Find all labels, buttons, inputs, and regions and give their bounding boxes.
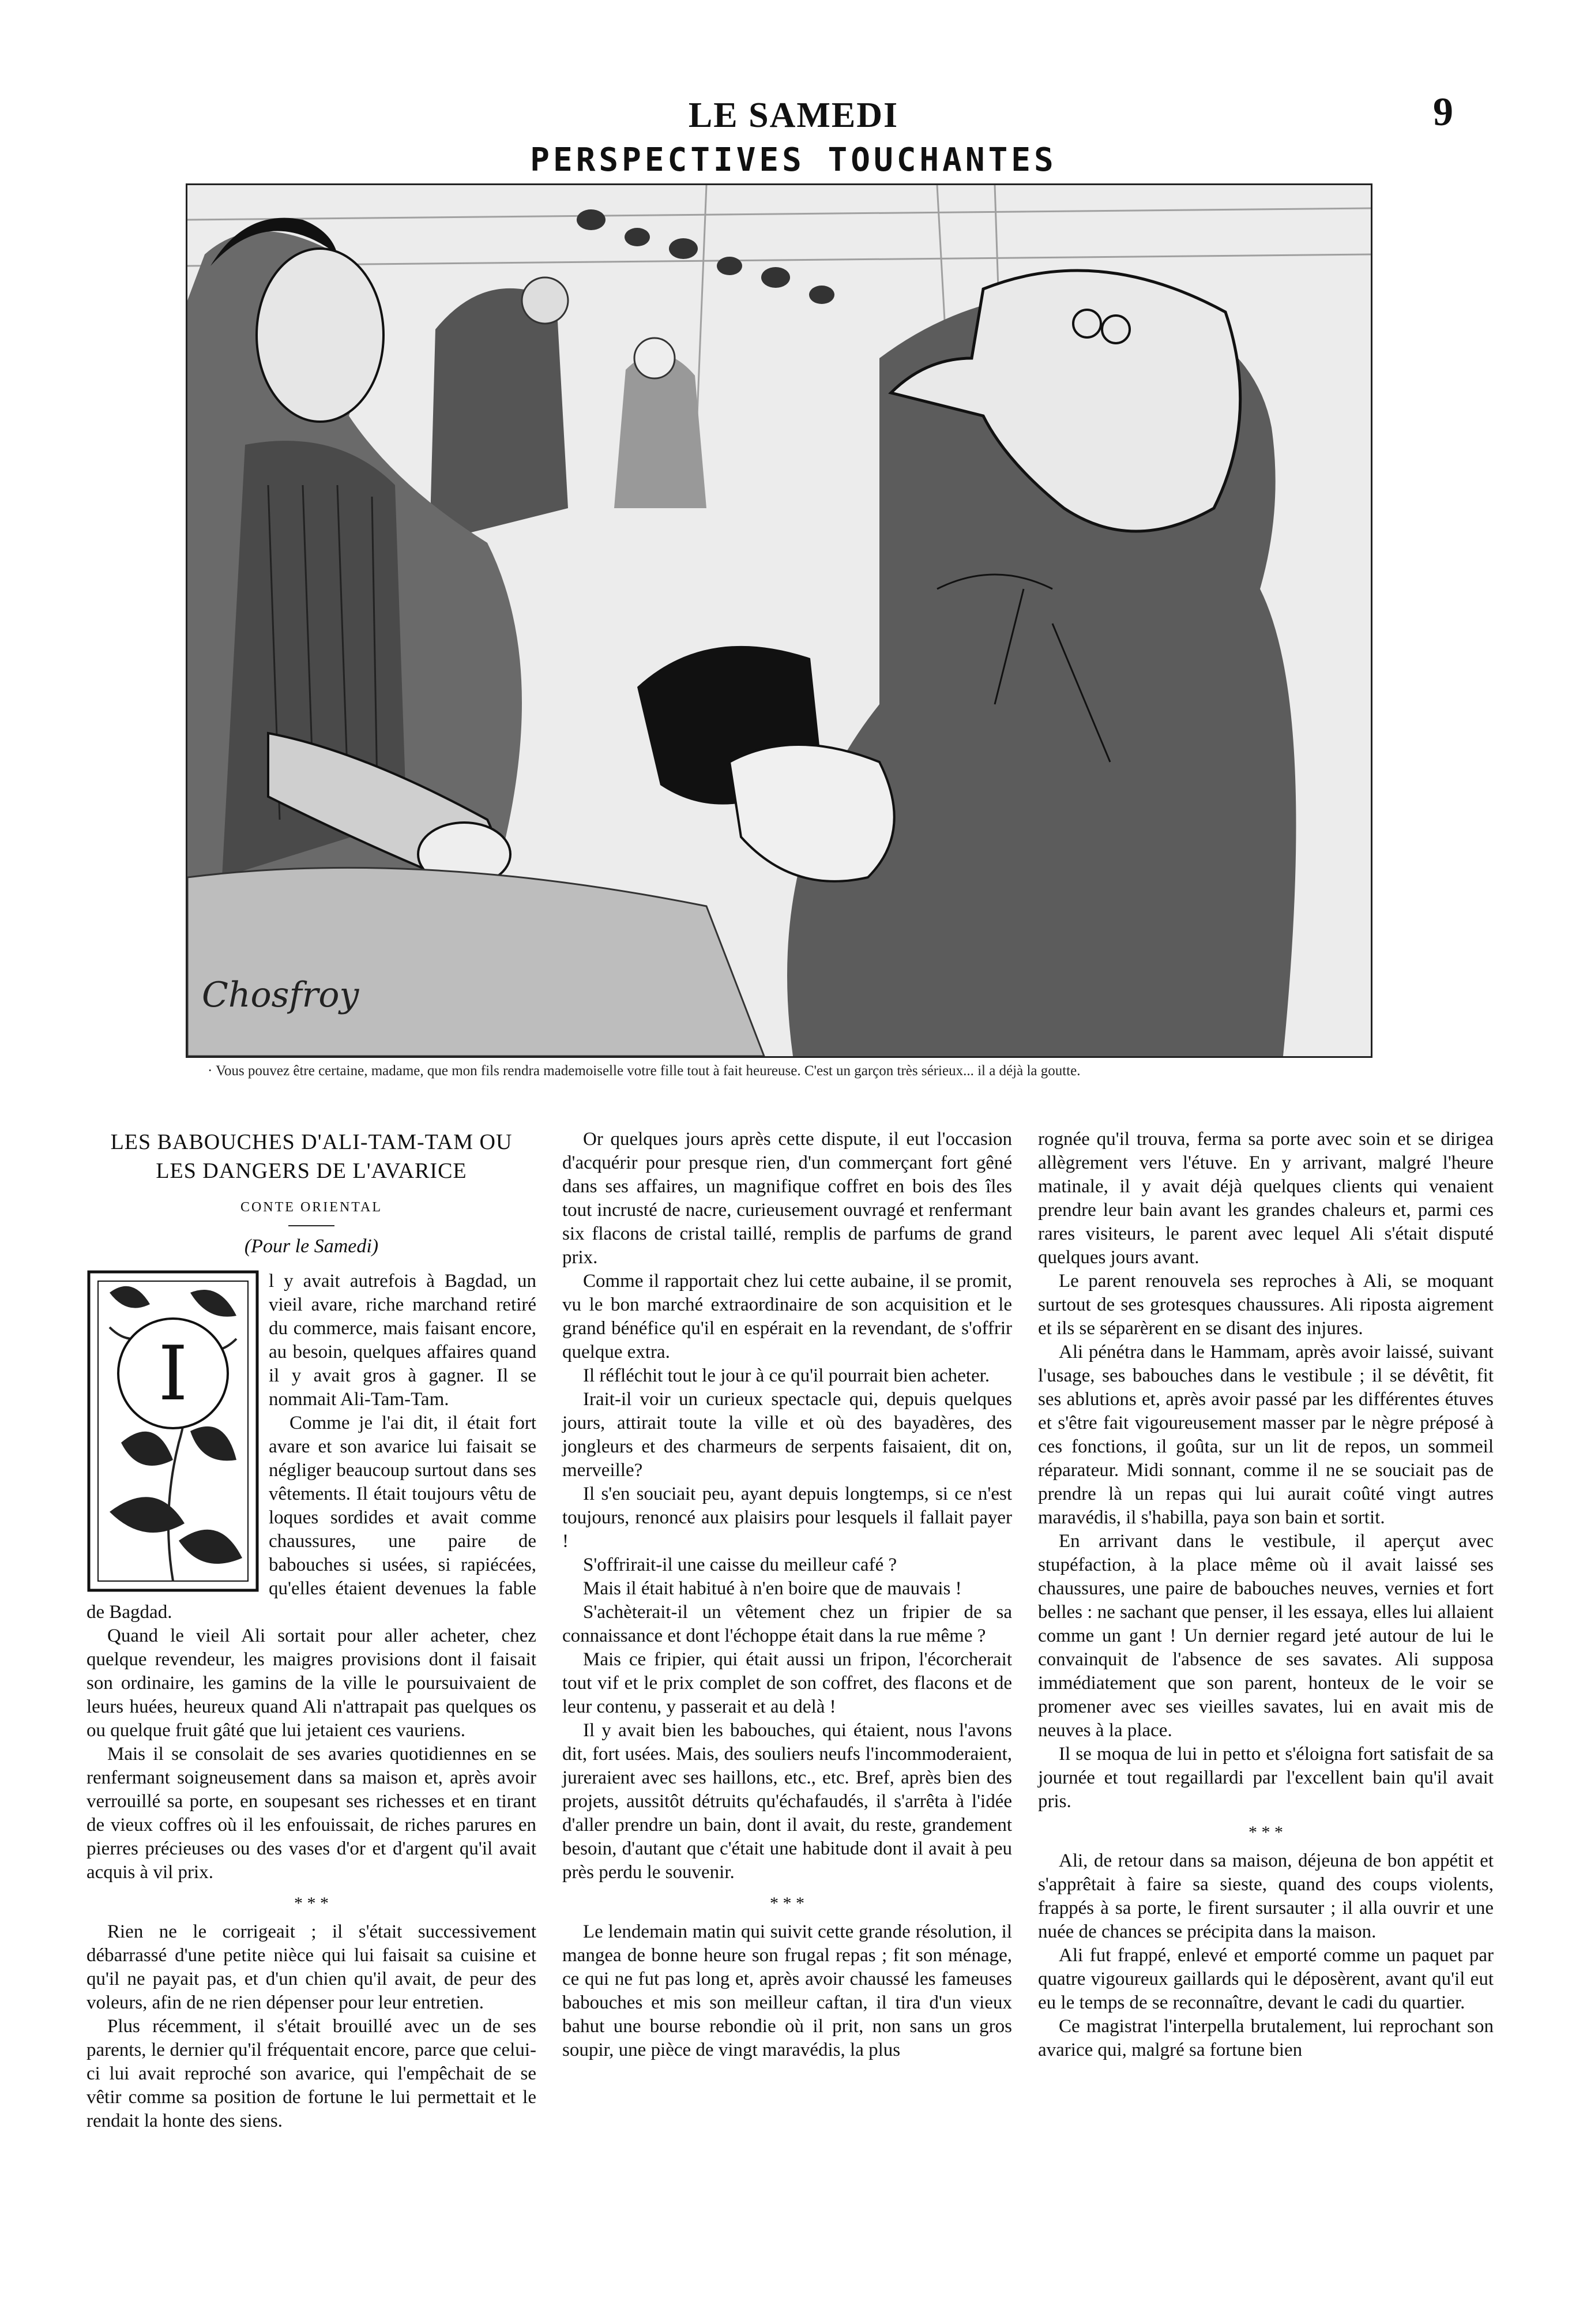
- paragraph: Irait-il voir un curieux spectacle qui, depuis quelques jours, attirait toute la ville et où des bayadères, des jongleurs et des charmeurs de serpents faisaient, dit on, merveille?: [562, 1389, 1012, 1481]
- artist-signature: Chosfroy: [202, 975, 359, 1015]
- paragraph: Mais ce fripier, qui était aussi un fripon, l'écorcherait tout vif et le prix complet de son coffret, des flacons et de leur contenu, y passerait et au delà !: [562, 1649, 1012, 1717]
- paragraph: Ali, de retour dans sa maison, déjeuna de bon appétit et s'apprêtait à faire sa sieste, quand des coups violents, frappés à sa porte, le firent sursauter ; il alla ouvrir et une nuée de chances se précipita dans la maison.: [1038, 1850, 1494, 1942]
- article-title: [87, 1128, 536, 1185]
- paragraph: Le parent renouvela ses reproches à Ali, se moquant surtout de ses grotesques chaussures. Ali riposta aigrement et ils se séparèrent en se disant des injures.: [1038, 1271, 1494, 1339]
- paragraph: Il s'en souciait peu, ayant depuis longtemps, si ce n'est toujours, renoncé aux plaisirs pour lesquels il fallait payer !: [562, 1484, 1012, 1552]
- paragraph: Le lendemain matin qui suivit cette grande résolution, il mangea de bonne heure son frugal repas ; fit son ménage, ce qui ne fut pas long et, après avoir chaussé les fameuses babouches et mis son meilleur caftan, il tira d'un vieux bahut une bourse rebondie où il prit, non sans un gros soupir, une pièce de vingt maravédis, la plus: [562, 1921, 1012, 2060]
- paragraph: Il se moqua de lui in petto et s'éloigna fort satisfait de sa journée et tout regaillardi par l'excellent bain qu'il avait pris.: [1038, 1744, 1494, 1812]
- illustration-title: PERSPECTIVES TOUCHANTES: [530, 141, 1057, 179]
- divider: [288, 1225, 334, 1226]
- paragraph: rognée qu'il trouva, ferma sa porte avec soin et se dirigea allègrement vers l'étuve. En y arrivant, malgré l'heure matinale, il y avait déjà quelques clients qui venaient prendre leur bain avant les grandes chaleurs et, parmi ces rares visiteurs, le parent avec lequel Ali s'était disputé quelques jours avant.: [1038, 1129, 1494, 1268]
- section-separator: * * *: [1248, 1823, 1283, 1842]
- illustration-engraving: [186, 183, 1372, 1058]
- article-column-1: [87, 1128, 536, 2133]
- paragraph: S'achèterait-il un vêtement chez un fripier de sa connaissance et dont l'échoppe était dans la rue même ?: [562, 1602, 1012, 1646]
- paragraph: Ce magistrat l'interpella brutalement, lui reprochant son avarice qui, malgré sa fortune bien: [1038, 2016, 1494, 2060]
- paragraph: l y avait autrefois à Bagdad, un vieil avare, riche marchand retiré du commerce, mais faisant encore, au besoin, quelques affaires quand il y avait gros à gagner. Il se nommait Ali-Tam-Tam.: [269, 1271, 536, 1410]
- dropcap-ornament-icon: [87, 1270, 260, 1593]
- paragraph: Quand le vieil Ali sortait pour aller acheter, chez quelque revendeur, les maigres provisions dont il faisait son ordinaire, les gamins de la ville le poursuivaient de leurs huées, heureux quand Ali n'attrapait pas quelques os ou quelque fruit gâté que lui jetaient ces vauriens.: [87, 1625, 536, 1741]
- paragraph: Il y avait bien les babouches, qui étaient, nous l'avons dit, fort usées. Mais, des souliers neufs l'incommoderaient, jureraient avec ses haillons, etc., etc. Bref, après bien des projets, aussitôt détruits qu'échafaudés, il s'arrêta à l'idée d'aller prendre un bain, dont il avait, du reste, grandement besoin, d'autant que c'était une habitude dont il avait à peu près perdu le souvenir.: [562, 1720, 1012, 1883]
- section-separator: * * *: [294, 1894, 329, 1913]
- article-genre: CONTE ORIENTAL: [240, 1200, 383, 1215]
- paragraph: Mais il était habitué à n'en boire que de mauvais !: [583, 1578, 962, 1599]
- engraving-drawing: [187, 185, 1371, 1056]
- paragraph: En arrivant dans le vestibule, il aperçut avec stupéfaction, à la place même où il avait laissé ses chaussures, une paire de babouches neuves, vernies et fort belles : ne sachant que penser, il les essaya, elles lui allaient comme un gant ! Un dernier regard jeté autour de lui le convainquit de l'absence de ses savates. Ali supposa immédiatement que son parent, honteux de le voir se promener avec ses vieilles savates, lui en avait mis de neuves à la place.: [1038, 1531, 1494, 1741]
- paragraph: Plus récemment, il s'était brouillé avec un de ses parents, le dernier qu'il fréquentait encore, parce que celui-ci lui avait reproché son avarice, qui l'empêchait de se vêtir comme sa position de fortune le lui permettait et le rendait la honte des siens.: [87, 2016, 536, 2131]
- page-number: 9: [1433, 90, 1453, 134]
- ornamental-dropcap: [87, 1270, 260, 1593]
- paragraph: Ali pénétra dans le Hammam, après avoir laissé, suivant l'usage, ses babouches dans le vestibule ; il se dévêtit, fit ses ablutions et, après avoir passé par les différentes étuves et s'être fait vigoureusement masser par le nègre préposé à ces fonctions, il goûta, sur un lit de repos, un sommeil réparateur. Midi sonnant, comme il ne se souciait pas de prendre là un repas qui lui aurait coûté vingt autres maravédis, il s'habilla, paya son bain et sortit.: [1038, 1342, 1494, 1528]
- article-credit: (Pour le Samedi): [244, 1236, 379, 1257]
- section-separator: * * *: [770, 1894, 804, 1913]
- paragraph: Comme je l'ai dit, il était fort avare et son avarice lui faisait se négliger beaucoup surtout dans ses vêtements. Il était toujours vêtu de loques sordides et avait comme chaussures, une paire de babouches si usées, si rapiécées, qu'elles étaient devenues la fable de Bagdad.: [87, 1413, 536, 1623]
- paragraph: Mais il se consolait de ses avaries quotidiennes en se renfermant soigneusement dans sa maison et, après avoir verrouillé sa porte, en soupesant ses richesses et en tirant de vieux coffres où il les enfouissait, de riches parures en pierres précieuses ou des vases d'or et d'argent qu'il avait acquis à vil prix.: [87, 1744, 536, 1883]
- article-title-line-2: LES DANGERS DE L'AVARICE: [156, 1159, 467, 1183]
- paragraph: Or quelques jours après cette dispute, il eut l'occasion d'acquérir pour presque rien, d'un commerçant fort gêné dans ses affaires, un magnifique coffret en bois des îles tout incrusté de nacre, curieusement ouvragé et renfermant six flacons de cristal taillé, remplis de parfums de grand prix.: [562, 1129, 1012, 1268]
- paragraph: Ali fut frappé, enlevé et emporté comme un paquet par quatre vigoureux gaillards qui le déposèrent, avant qu'il eut eu le temps de se reconnaître, devant le cadi du quartier.: [1038, 1945, 1494, 2013]
- article-column-2: [562, 1128, 1012, 2062]
- article-title-line-1: LES BABOUCHES D'ALI-TAM-TAM OU: [110, 1130, 513, 1154]
- paragraph: S'offrirait-il une caisse du meilleur café ?: [583, 1555, 897, 1575]
- paragraph: Rien ne le corrigeait ; il s'était successivement débarrassé d'une petite nièce qui lui faisait sa cuisine et qu'il ne payait pas, et d'un chien qu'il avait, de peur des voleurs, afin de ne rien dépenser pour leur entretien.: [87, 1921, 536, 2013]
- journal-title: LE SAMEDI: [688, 96, 899, 135]
- dropcap-letter: I: [158, 1330, 188, 1417]
- illustration-caption: · Vous pouvez être certaine, madame, que mon fils rendra mademoiselle votre fille tout à fait heureuse. C'est un garçon très sérieux... il a déjà la goutte.: [208, 1063, 1081, 1079]
- paragraph: Il réfléchit tout le jour à ce qu'il pourrait bien acheter.: [583, 1365, 990, 1386]
- article-column-3: [1038, 1128, 1494, 2062]
- paragraph: Comme il rapportait chez lui cette aubaine, il se promit, vu le bon marché extraordinaire de son acquisition et le grand bénéfice qu'il en espérait en la revendant, de s'offrir quelque extra.: [562, 1271, 1012, 1362]
